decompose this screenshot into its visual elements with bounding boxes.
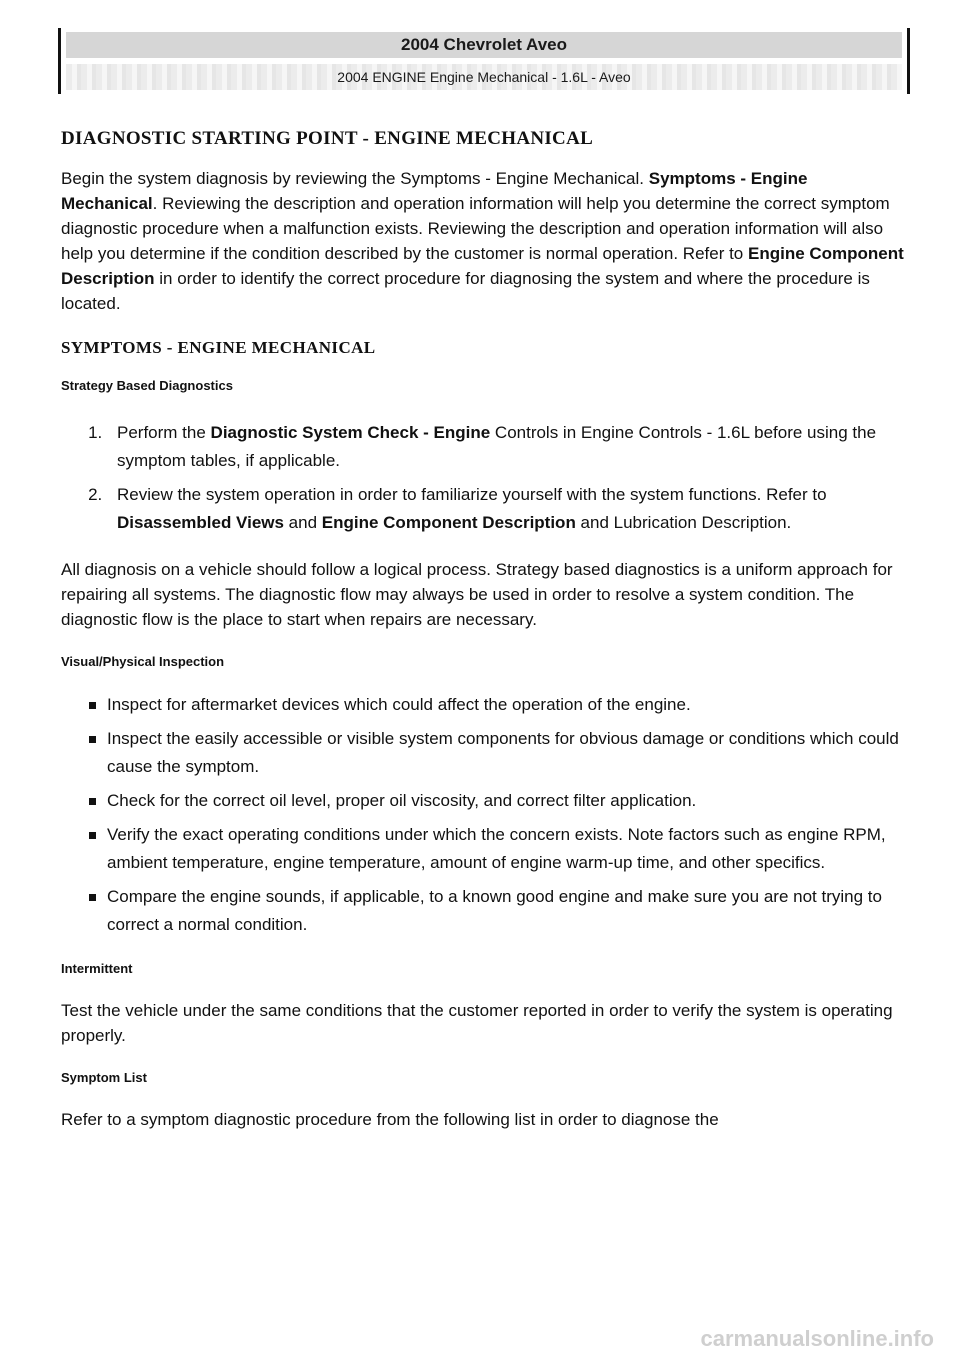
step-text: Review the system operation in order to familiarize yourself with the system functions. Refer to <box>117 485 827 504</box>
intro-text-1: Begin the system diagnosis by reviewing the Symptoms - Engine Mechanical. <box>61 169 649 188</box>
symptoms-heading: SYMPTOMS - ENGINE MECHANICAL <box>61 338 376 357</box>
step-link-diagnostic-check[interactable]: Diagnostic System Check - Engine <box>210 423 491 442</box>
list-item: Verify the exact operating conditions under which the concern exists. Note factors such as engine RPM, ambient temperature, engine temperature, amount of engine warm-up time, and other specifics. <box>107 821 906 877</box>
symptom-list-heading: Symptom List <box>61 1070 147 1085</box>
visual-inspection-list <box>61 691 906 939</box>
intermittent-paragraph: Test the vehicle under the same conditions that the customer reported in order to verify the system is operating properly. <box>61 1001 893 1045</box>
strategy-paragraph: All diagnosis on a vehicle should follow a logical process. Strategy based diagnostics is a uniform approach for repairing all systems. The diagnostic flow may always be used in order to resolve a system condition. The diagnostic flow is the place to start when repairs are necessary. <box>61 560 893 629</box>
intro-link-symptoms[interactable]: Symptoms - Engine Mechanical <box>61 169 808 213</box>
page-header <box>58 28 910 94</box>
symptom-list-paragraph: Refer to a symptom diagnostic procedure from the following list in order to diagnose the <box>61 1110 719 1129</box>
strategy-steps <box>61 419 906 537</box>
list-item: Compare the engine sounds, if applicable, to a known good engine and make sure you are not trying to correct a normal condition. <box>107 883 906 939</box>
step-link-disassembled-views[interactable]: Disassembled Views <box>117 513 284 532</box>
header-subtitle: 2004 ENGINE Engine Mechanical - 1.6L - Aveo <box>66 64 902 90</box>
strategy-step <box>107 419 906 475</box>
watermark: carmanualsonline.info <box>700 1326 934 1351</box>
intro-link-engine-component[interactable]: Engine Component Description <box>61 244 904 288</box>
document-title: DIAGNOSTIC STARTING POINT - ENGINE MECHANICAL <box>61 128 594 149</box>
list-item: Check for the correct oil level, proper oil viscosity, and correct filter application. <box>107 787 906 815</box>
list-item: Inspect for aftermarket devices which could affect the operation of the engine. <box>107 691 906 719</box>
step-link-engine-component[interactable]: Engine Component Description <box>321 513 576 532</box>
intro-text-3: in order to identify the correct procedure for diagnosing the system and where the procedure is located. <box>61 269 870 313</box>
intro-paragraph <box>61 166 906 316</box>
step-text: and Lubrication Description. <box>575 513 792 532</box>
document-body <box>61 128 906 1154</box>
visual-heading: Visual/Physical Inspection <box>61 654 225 669</box>
intermittent-heading: Intermittent <box>61 961 133 976</box>
strategy-step <box>107 481 906 537</box>
step-text: Perform the <box>117 423 211 442</box>
step-text: and <box>283 513 322 532</box>
header-title: 2004 Chevrolet Aveo <box>66 32 902 58</box>
intro-text-2: . Reviewing the description and operation information will help you determine the correct symptom diagnostic procedure when a malfunction exists. Reviewing the description and operation information will also help you determine if the condition described by the customer is normal operation. Refer to <box>61 194 890 263</box>
strategy-heading: Strategy Based Diagnostics <box>61 378 233 393</box>
step-text: Controls in Engine Controls - 1.6L before using the symptom tables, if applicable. <box>117 423 877 470</box>
list-item: Inspect the easily accessible or visible system components for obvious damage or conditions which could cause the symptom. <box>107 725 906 781</box>
